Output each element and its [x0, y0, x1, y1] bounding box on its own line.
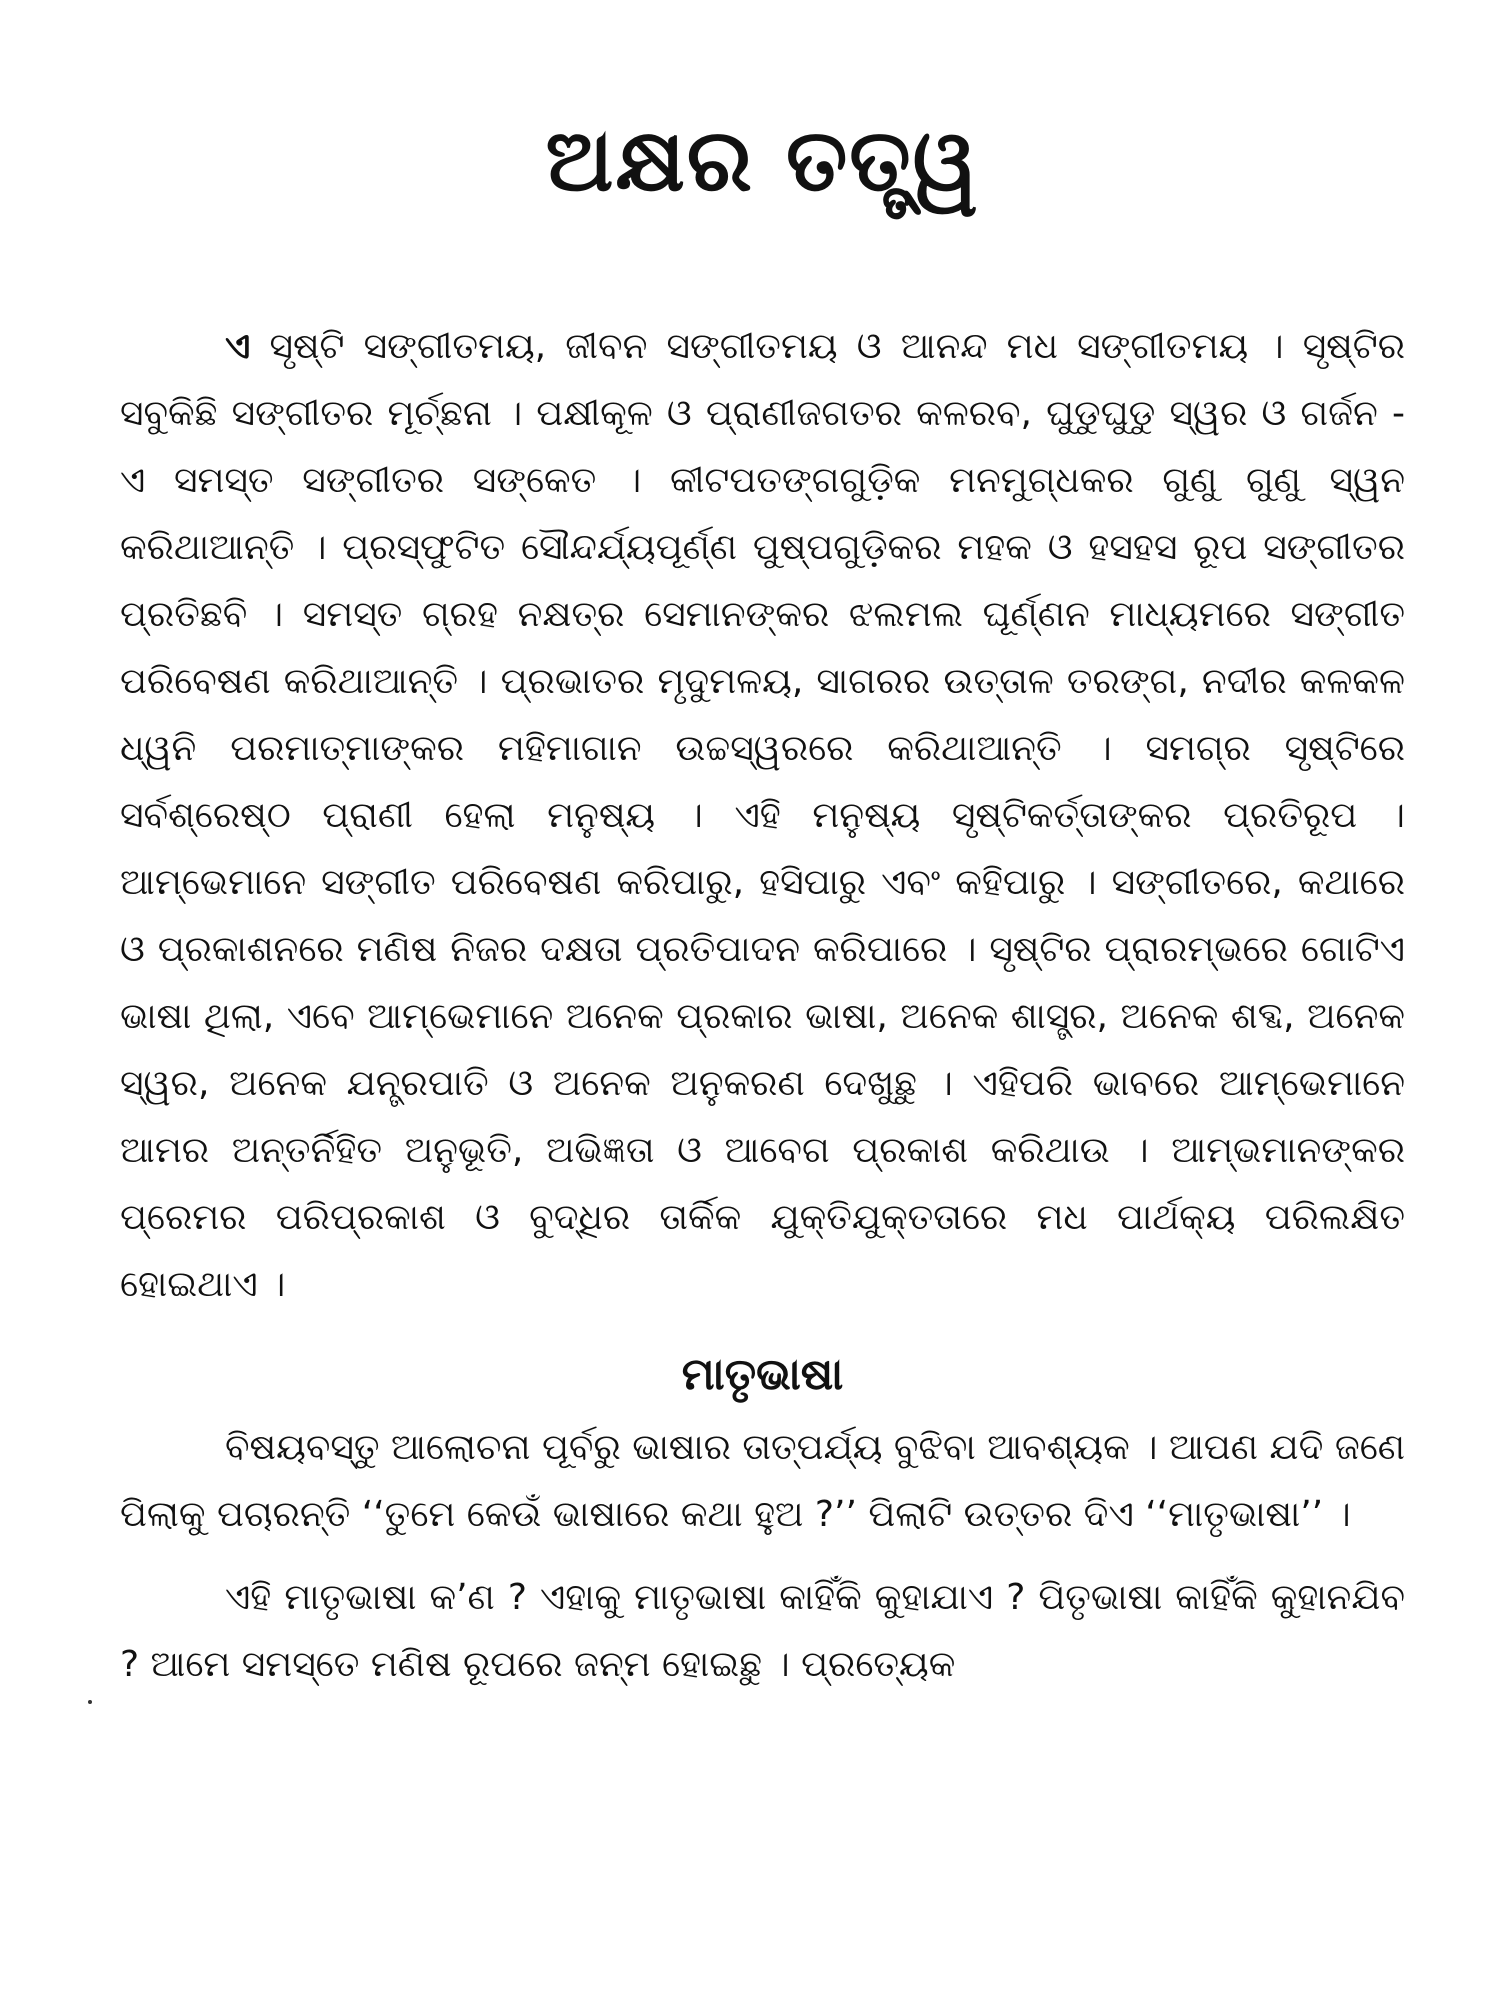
intro-body-text: ସୃଷ୍ଟି ସଙ୍ଗୀତମୟ, ଜୀବନ ସଙ୍ଗୀତମୟ ଓ ଆନନ୍ଦ ମଧ ସଙ୍ଗୀତମୟ । ସୃଷ୍ଟିର ସବୁକିଛି ସଙ୍ଗୀତର ମୂର୍ଚ୍ଛନା । ପକ୍ଷୀକୂଳ ଓ ପ୍ରାଣୀଜଗତର କଳରବ, ଘୁଡୁଘୁଡୁ ସ୍ୱର ଓ ଗର୍ଜନ - ଏ ସମସ୍ତ ସଙ୍ଗୀତର ସଙ୍କେତ । କୀଟପତଙ୍ଗଗୁଡ଼ିକ ମନମୁଗ୍ଧକର ଗୁଣୁ ଗୁଣୁ ସ୍ୱନ କରିଥାଆନ୍ତି । ପ୍ରସ୍ଫୁଟିତ ସୌନ୍ଦର୍ଯ୍ୟପୂର୍ଣ୍ଣ ପୁଷ୍ପଗୁଡ଼ିକର ମହକ ଓ ହସହସ ରୂପ ସଙ୍ଗୀତର ପ୍ରତିଛବି । ସମସ୍ତ ଗ୍ରହ ନକ୍ଷତ୍ର ସେମାନଙ୍କର ଝଲମଲ ଘୂର୍ଣ୍ଣନ ମାଧ୍ୟମରେ ସଙ୍ଗୀତ ପରିବେଷଣ କରିଥାଆନ୍ତି । ପ୍ରଭାତର ମୃଦୁମଳୟ, ସାଗରର ଉତ୍ତାଳ ତରଙ୍ଗ, ନଦୀର କଳକଳ ଧ୍ୱନି ପରମାତ୍ମାଙ୍କର ମହିମାଗାନ ଉଚ୍ଚସ୍ୱରରେ କରିଥାଆନ୍ତି । ସମଗ୍ର ସୃଷ୍ଟିରେ ସର୍ବଶ୍ରେଷ୍ଠ ପ୍ରାଣୀ ହେଲା ମନୁଷ୍ୟ । ଏହି ମନୁଷ୍ୟ ସୃଷ୍ଟିକର୍ତ୍ତାଙ୍କର ପ୍ରତିରୂପ । ଆମ୍ଭେମାନେ ସଙ୍ଗୀତ ପରିବେଷଣ କରିପାରୁ, ହସିପାରୁ ଏବଂ କହିପାରୁ । ସଙ୍ଗୀତରେ, କଥାରେ ଓ ପ୍ରକାଶନରେ ମଣିଷ ନିଜର ଦକ୍ଷତା ପ୍ରତିପାଦନ କରିପାରେ । ସୃଷ୍ଟିର ପ୍ରାରମ୍ଭରେ ଗୋଟିଏ ଭାଷା ଥିଲା, ଏବେ ଆମ୍ଭେମାନେ ଅନେକ ପ୍ରକାର ଭାଷା, ଅନେକ ଶାସ୍ତ୍ର, ଅନେକ ଶବ୍ଦ, ଅନେକ ସ୍ୱର, ଅନେକ ଯନ୍ତ୍ରପାତି ଓ ଅନେକ ଅନୁକରଣ ଦେଖୁଛୁ । ଏହିପରି ଭାବରେ ଆମ୍ଭେମାନେ ଆମର ଅନ୍ତର୍ନିହିତ ଅନୁଭୂତି, ଅଭିଜ୍ଞତା ଓ ଆବେଗ ପ୍ରକାଶ କରିଥାଉ । ଆମ୍ଭମାନଙ୍କର ପ୍ରେମର ପରିପ୍ରକାଶ ଓ ବୁଦ୍ଧିର ତାର୍କିକ ଯୁକ୍ତିଯୁକ୍ତତାରେ ମଧ ପାର୍ଥକ୍ୟ ପରିଲକ୍ଷିତ ହୋଇଥାଏ ।: [120, 326, 1405, 1306]
intro-lead-word: ଏ: [225, 326, 251, 368]
section-heading: ମାତୃଭାଷା: [681, 1349, 844, 1401]
scan-speck: [88, 1700, 92, 1704]
paragraph-gap: [120, 1548, 1405, 1564]
page-title: ଅକ୍ଷର ତତ୍ତ୍ୱ: [545, 111, 980, 211]
section-paragraph-1: ବିଷୟବସ୍ତୁ ଆଲୋଚନା ପୂର୍ବରୁ ଭାଷାର ତାତ୍ପର୍ଯ୍ୟ ବୁଝିବା ଆବଶ୍ୟକ । ଆପଣ ଯଦି ଜଣେ ପିଲାକୁ ପଚାରନ୍ତି ‘‘ତୁମେ କେଉଁ ଭାଷାରେ କଥା ହୁଅ ?’’ ପିଲାଟି ଉତ୍ତର ଦିଏ ‘‘ମାତୃଭାଷା’’ ।: [120, 1426, 1405, 1535]
section-paragraph-2: ଏହି ମାତୃଭାଷା କ’ଣ ? ଏହାକୁ ମାତୃଭାଷା କାହିଁକି କୁହାଯାଏ ? ପିତୃଭାଷା କାହିଁକି କୁହାନଯିବ ? ଆମେ ସମସ୍ତେ ମଣିଷ ରୂପରେ ଜନ୍ମ ହୋଇଛୁ । ପ୍ରତ୍ୟେକ: [120, 1576, 1405, 1685]
intro-paragraph: [120, 313, 1405, 1318]
